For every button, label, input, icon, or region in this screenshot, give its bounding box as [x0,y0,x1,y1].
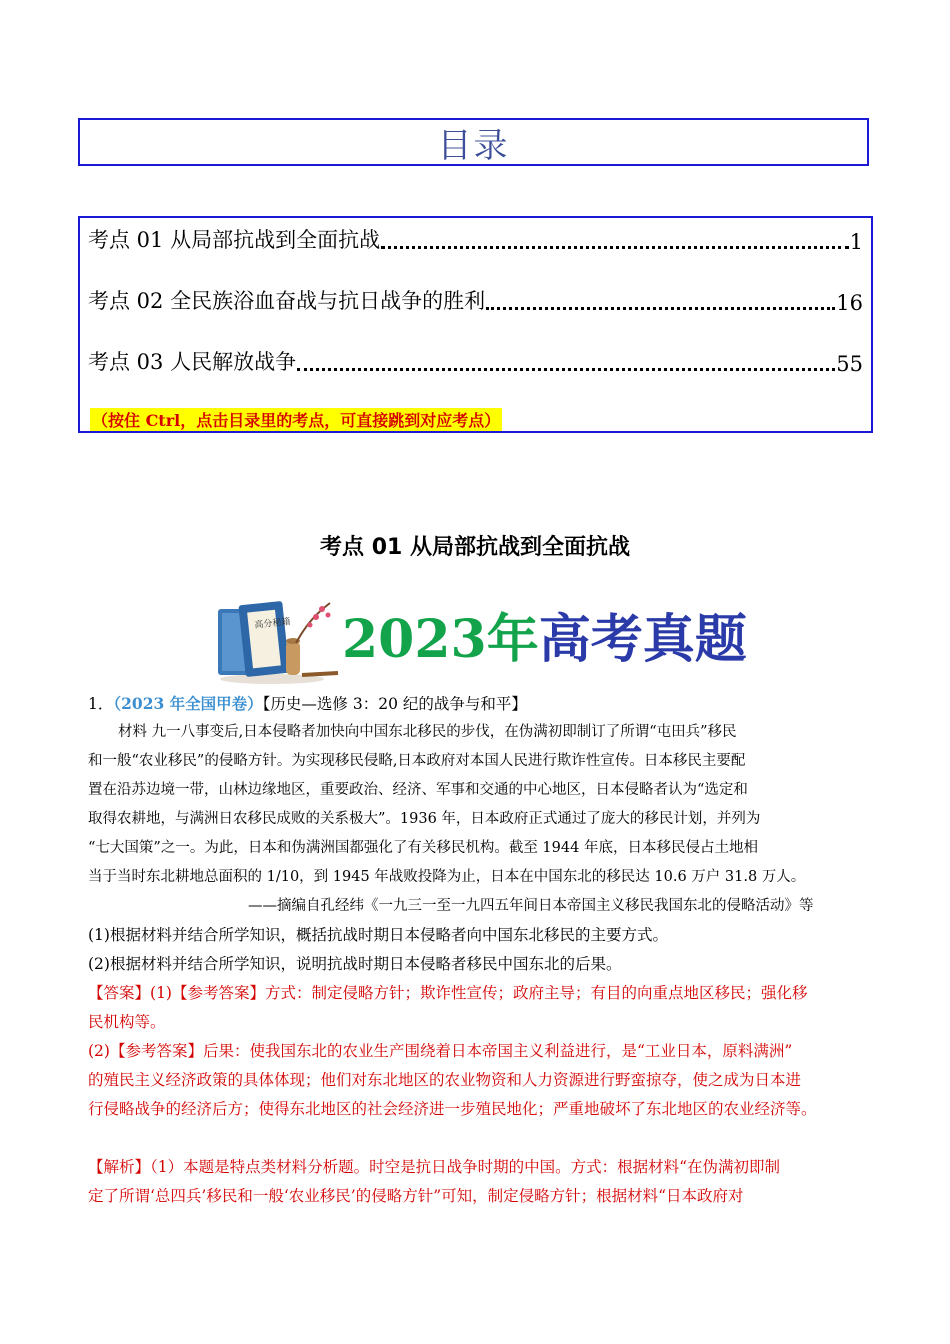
sub-question-2: (2)根据材料并结合所学知识，说明抗战时期日本侵略者移民中国东北的后果。 [88,955,622,973]
answer-1-prefix: (1)【参考答案】 [150,984,265,1002]
banner-text [342,597,747,672]
toc-note: （按住 Ctrl，点击目录里的考点，可直接跳到对应考点） [90,408,502,431]
material-citation: ——摘编自孔经纬《一九三一至一九四五年间日本帝国主义移民我国东北的侵略活动》等 [248,898,814,914]
toc-item-page: 16 [836,291,863,315]
analysis-tag: 【解析】 [88,1158,151,1176]
material-line: 材料 九一八事变后,日本侵略者加快向中国东北移民的步伐，在伪满初即制订了所谓“屯田兵”移民 [118,724,737,740]
analysis-text: （1）本题是特点类材料分析题。时空是抗日战争时期的中国。方式：根据材料“在伪满初即制 [150,1158,781,1176]
banner-year: 2023年 [342,609,539,670]
analysis-line-2: 定了所谓‘总四兵’移民和一般‘农业移民’的侵略方针”可知，制定侵略方针；根据材料“日本政府对 [88,1187,744,1205]
answer-1-line-2: 民机构等。 [88,1013,166,1031]
material-line: “七大国策”之一。为此，日本和伪满洲国都强化了有关移民机构。截至 1944 年底，日本移民侵占土地相 [88,840,758,856]
material-line: 和一般“农业移民”的侵略方针。为实现移民侵略,日本政府对本国人民进行欺诈性宣传。日本移民主要配 [88,753,746,769]
material-line: 当于当时东北耕地总面积的 1/10，到 1945 年战败投降为止，日本在中国东北的移民达 10.6 万户 31.8 万人。 [88,869,806,885]
toc-item-label: 考点 01 从局部抗战到全面抗战 [88,228,381,252]
toc-item-1[interactable] [88,224,863,254]
toc-box [78,216,873,433]
question-source: （2023 年全国甲卷） [113,694,263,713]
toc-item-label: 考点 02 全民族浴血奋战与抗日战争的胜利 [88,289,486,313]
toc-title: 目录 [437,125,510,166]
analysis-line [88,1153,862,1182]
answer-1-line [88,979,862,1008]
toc-leader-dots [381,243,849,249]
question-topic: 【历史—选修 3：20 纪的战争与和平】 [262,695,527,713]
answer-1-text: 方式：制定侵略方针；欺诈性宣传；政府主导；有目的向重点地区移民；强化移 [264,984,808,1002]
banner-label: 高考真题 [538,609,747,670]
books-icon [212,593,342,685]
material-line: 置在沿苏边境一带，山林边缘地区，重要政治、经济、军事和交通的中心地区，日本侵略者认为“选定和 [88,782,748,798]
question-number: 1． [88,695,114,713]
answer-2-line [88,1037,862,1066]
toc-leader-dots [486,304,835,310]
material-line: 取得农耕地，与满洲日农移民成败的关系极大”。1936 年，日本政府正式通过了庞大的移民计划，并列为 [88,811,761,827]
toc-item-3[interactable] [88,346,863,376]
answer-2-text: 后果：使我国东北的农业生产围绕着日本帝国主义利益进行，是“工业日本，原料满洲” [202,1042,793,1060]
sub-question-1: (1)根据材料并结合所学知识，概括抗战时期日本侵略者向中国东北移民的主要方式。 [88,926,668,944]
toc-item-2[interactable] [88,285,863,315]
book-label: 高分秘籍 [254,617,291,631]
question-header [88,689,862,719]
toc-item-page: 55 [836,352,863,376]
toc-item-page: 1 [849,230,863,254]
toc-leader-dots [297,365,835,371]
toc-item-label: 考点 03 人民解放战争 [88,350,297,374]
answer-2-line-3: 行侵略战争的经济后方；使得东北地区的社会经济进一步殖民地化；严重地破坏了东北地区的农业经济等。 [88,1100,817,1118]
section-title: 考点 01 从局部抗战到全面抗战 [320,535,630,560]
banner [212,593,747,685]
answer-tag: 【答案】 [88,984,151,1002]
answer-2-prefix: (2)【参考答案】 [88,1042,203,1060]
toc-title-box [78,118,869,166]
answer-2-line-2: 的殖民主义经济政策的具体体现；他们对东北地区的农业物资和人力资源进行野蛮掠夺，使之成为日本进 [88,1071,802,1089]
